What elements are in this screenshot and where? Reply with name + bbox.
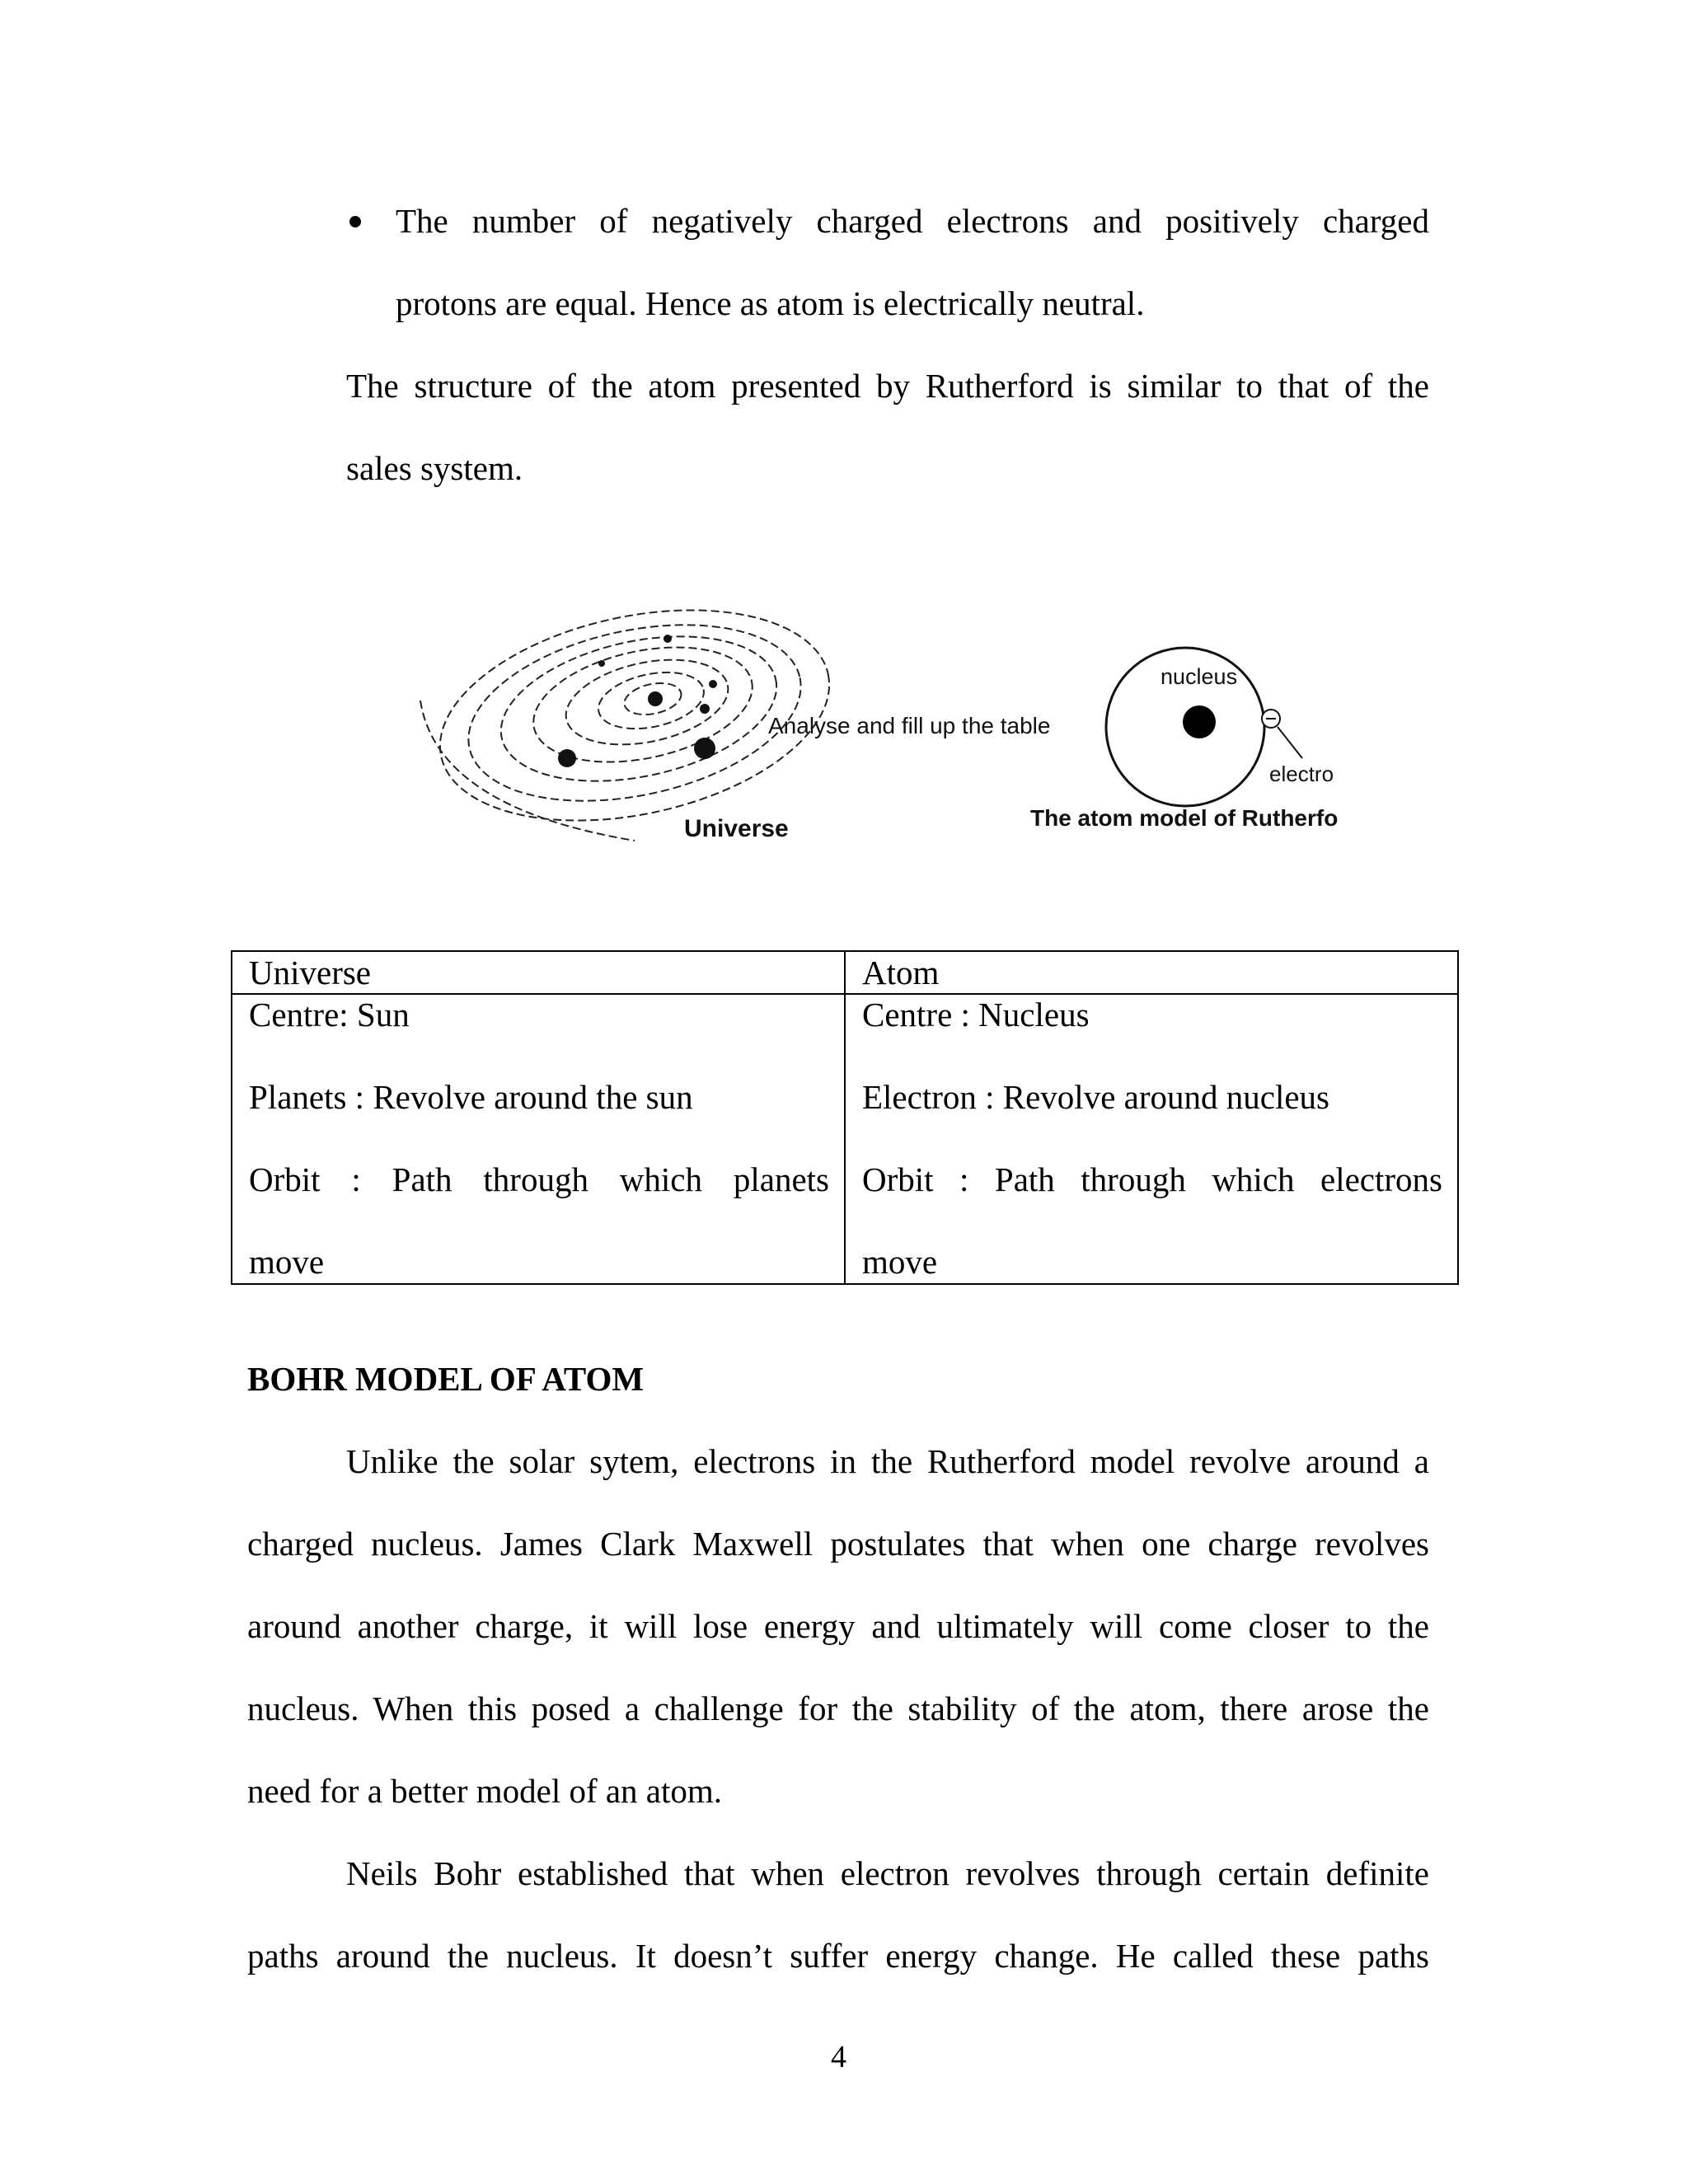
universe-orbit: Orbit : Path through which planets (249, 1160, 829, 1198)
universe-planets: Planets : Revolve around the sun (249, 1078, 693, 1116)
atom-centre: Centre : Nucleus (862, 996, 1090, 1033)
atom-cell (845, 994, 1458, 1284)
paragraph-2-line-1: Neils Bohr established that when electron revolves through certain definite (346, 1854, 1429, 1892)
universe-atom-figure (387, 602, 1418, 865)
bullet-icon (349, 216, 361, 227)
intro-text-line-2: sales system. (346, 449, 523, 487)
electron-label: electro (1269, 762, 1334, 786)
figure-instruction: Analyse and fill up the table (768, 713, 1051, 738)
atom-electron: Electron : Revolve around nucleus (862, 1078, 1329, 1116)
paragraph-1-line-3: around another charge, it will lose energy and ultimately will come closer to the (247, 1607, 1429, 1645)
nucleus-icon (1183, 705, 1216, 738)
table-header-row (232, 951, 1458, 994)
atom-caption: The atom model of Rutherfo (1030, 805, 1339, 831)
universe-cell (232, 994, 845, 1284)
paragraph-1-line-5: need for a better model of an atom. (247, 1772, 723, 1810)
atom-orbit-cont: move (862, 1243, 938, 1281)
comparison-table (231, 950, 1459, 1285)
page-number: 4 (831, 2040, 846, 2074)
bullet-text-line-1: The number of negatively charged electrons and positively charged (396, 202, 1429, 240)
table-header-atom: Atom (845, 951, 1458, 994)
table-header-universe: Universe (232, 951, 845, 994)
paragraph-1-line-2: charged nucleus. James Clark Maxwell postulates that when one charge revolves (247, 1525, 1429, 1563)
universe-label: Universe (684, 815, 789, 842)
intro-text-line-1: The structure of the atom presented by Rutherford is similar to that of the (346, 367, 1429, 405)
nucleus-label: nucleus (1160, 664, 1238, 689)
paragraph-1-line-4: nucleus. When this posed a challenge for the stability of the atom, there arose the (247, 1690, 1429, 1727)
figure-drawing (387, 602, 1418, 865)
bullet-text-line-2: protons are equal. Hence as atom is electrically neutral. (396, 284, 1145, 322)
paragraph-2-line-2: paths around the nucleus. It doesn’t suffer energy change. He called these paths (247, 1937, 1429, 1975)
table-row (232, 994, 1458, 1284)
atom-orbit: Orbit : Path through which electrons (862, 1160, 1442, 1198)
universe-orbit-cont: move (249, 1243, 325, 1281)
universe-centre: Centre: Sun (249, 996, 410, 1033)
section-heading: BOHR MODEL OF ATOM (247, 1360, 645, 1398)
paragraph-1-line-1: Unlike the solar sytem, electrons in the Rutherford model revolve around a (346, 1442, 1429, 1480)
